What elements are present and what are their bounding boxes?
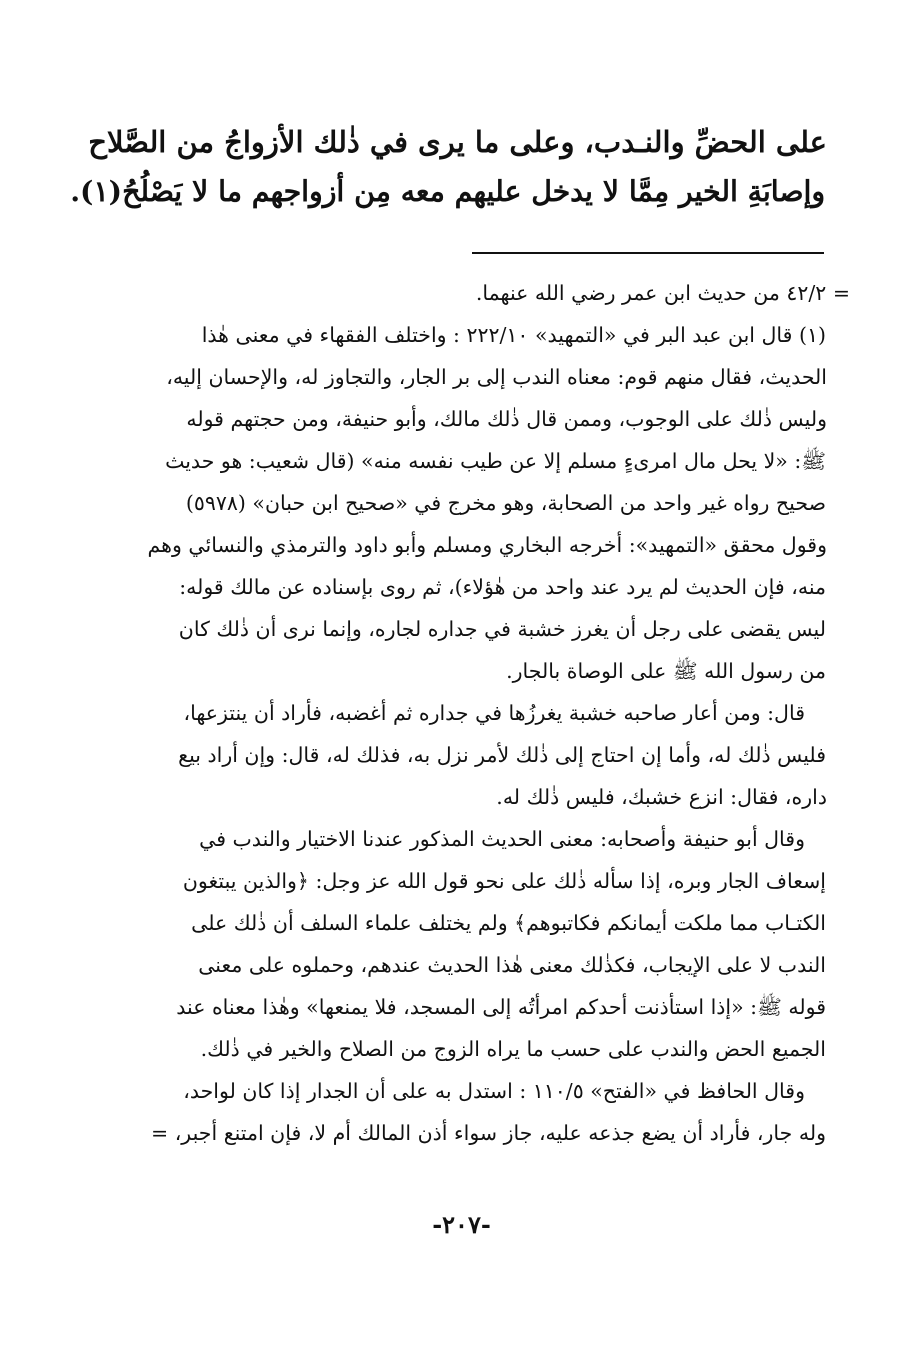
page-number: -٢٠٧- xyxy=(432,1210,491,1239)
footnote-line: صحيح رواه غير واحد من الصحابة، وهو مخرج في «صحيح ابن حبان» (٥٩٧٨) xyxy=(185,491,826,515)
footnote-line: قوله ﷺ: «إذا استأذنت أحدكم امرأتُه إلى المسجد، فلا يمنعها» وهٰذا معناه عند xyxy=(176,995,826,1019)
footnote-line: وقال الحافظ في «الفتح» ١١٠/٥ : استدل به على أن الجدار إذا كان لواحد، xyxy=(183,1079,805,1103)
footnote-line: إسعاف الجار وبره، إذا سأله ذٰلك على نحو قول الله عز وجل: ﴿والذين يبتغون xyxy=(182,869,826,893)
footnote-line: = ٤٢/٢ من حديث ابن عمر رضي الله عنهما. xyxy=(475,281,850,305)
main-text-line: على الحضِّ والنـدب، وعلى ما يرى في ذٰلك الأزواجُ من الصَّلاح xyxy=(88,125,827,159)
footnote-line: الجميع الحض والندب على حسب ما يراه الزوج من الصلاح والخير في ذٰلك. xyxy=(200,1037,826,1061)
footnote-line: قال: ومن أعار صاحبه خشبة يغرزُها في جداره ثم أغضبه، فأراد أن ينتزعها، xyxy=(183,701,805,725)
footnote-line: منه، فإن الحديث لم يرد عند واحد من هٰؤلاء)، ثم روى بإسناده عن مالك قوله: xyxy=(179,575,826,599)
main-text-line: وإصابَةِ الخير مِمَّا لا يدخل عليهم معه مِن أزواجهم ما لا يَصْلُحُ(١). xyxy=(70,174,825,208)
footnote-line: من رسول الله ﷺ على الوصاة بالجار. xyxy=(506,659,826,683)
footnote-line: وليس ذٰلك على الوجوب، وممن قال ذٰلك مالك، وأبو حنيفة، ومن حجتهم قوله xyxy=(186,407,827,431)
footnote-line: فليس ذٰلك له، وأما إن احتاج إلى ذٰلك لأمر نزل به، فذلك له، قال: وإن أراد بيع xyxy=(178,743,826,767)
footnote-separator xyxy=(472,252,824,254)
footnote-line: ليس يقضى على رجل أن يغرز خشبة في جداره لجاره، وإنما نرى أن ذٰلك كان xyxy=(178,617,826,641)
footnote-line: وقال أبو حنيفة وأصحابه: معنى الحديث المذكور عندنا الاختيار والندب في xyxy=(199,827,805,851)
footnote-line: الحديث، فقال منهم قوم: معناه الندب إلى بر الجار، والتجاوز له، والإحسان إليه، xyxy=(166,365,827,389)
footnote-line: (١) قال ابن عبد البر في «التمهيد» ٢٢٢/١٠ : واختلف الفقهاء في معنى هٰذا xyxy=(201,323,826,347)
footnote-line: وقول محقق «التمهيد»: أخرجه البخاري ومسلم وأبو داود والترمذي والنسائي وهم xyxy=(147,533,827,557)
footnote-line: داره، فقال: انزع خشبك، فليس ذٰلك له. xyxy=(496,785,827,809)
footnote-line: ﷺ: «لا يحل مال امرىءٍ مسلم إلا عن طيب نفسه منه» (قال شعيب: هو حديث xyxy=(165,449,826,473)
footnote-line: الكتـاب مما ملكت أيمانكم فكاتبوهم﴾ ولم يختلف علماء السلف أن ذٰلك على xyxy=(191,911,826,935)
footnote-line: الندب لا على الإيجاب، فكذٰلك معنى هٰذا الحديث عندهم، وحملوه على معنى xyxy=(198,953,826,977)
footnote-line: وله جار، فأراد أن يضع جذعه عليه، جاز سواء أذن المالك أم لا، فإن امتنع أجبر، = xyxy=(151,1121,826,1145)
